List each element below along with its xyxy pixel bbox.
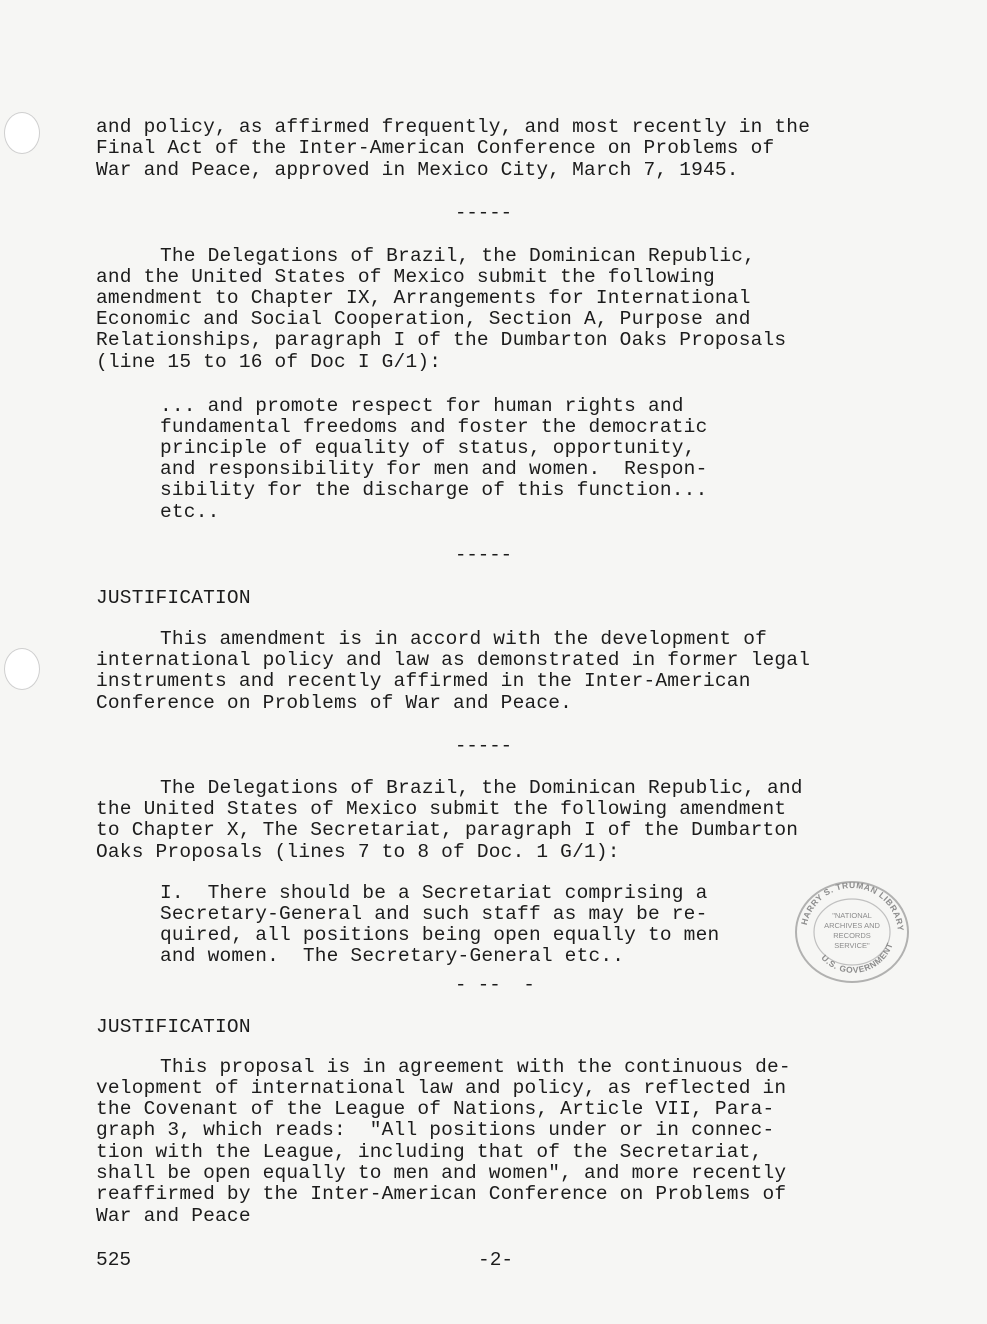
archive-stamp-seal: [790, 878, 914, 986]
text-line: The Delegations of Brazil, the Dominican Republic, and: [160, 777, 803, 799]
text-line: Secretary-General and such staff as may be re-: [160, 903, 708, 925]
section-separator: -----: [455, 735, 513, 757]
svg-text:HARRY S. TRUMAN LIBRARY: HARRY S. TRUMAN LIBRARY: [798, 879, 906, 932]
text-line: the United States of Mexico submit the following amendment: [96, 798, 787, 820]
text-line: The Delegations of Brazil, the Dominican Republic,: [160, 245, 756, 267]
text-line: international policy and law as demonstrated in former legal: [96, 649, 811, 671]
text-line: fundamental freedoms and foster the democratic: [160, 416, 708, 438]
text-line: ... and promote respect for human rights and: [160, 395, 684, 417]
text-line: (line 15 to 16 of Doc I G/1):: [96, 351, 442, 373]
binder-hole: [4, 112, 40, 154]
svg-text:RECORDS: RECORDS: [833, 931, 871, 940]
text-line: Final Act of the Inter-American Conference on Problems of: [96, 137, 775, 159]
text-line: amendment to Chapter IX, Arrangements for International: [96, 287, 751, 309]
text-line: Oaks Proposals (lines 7 to 8 of Doc. 1 G/1):: [96, 841, 620, 863]
text-line: Economic and Social Cooperation, Section A, Purpose and: [96, 308, 751, 330]
text-line: I. There should be a Secretariat comprising a: [160, 882, 708, 904]
svg-text:"NATIONAL: "NATIONAL: [832, 911, 872, 920]
text-line: War and Peace: [96, 1205, 251, 1227]
text-line: Conference on Problems of War and Peace.: [96, 692, 573, 714]
text-line: quired, all positions being open equally to men: [160, 924, 720, 946]
document-number: 525: [96, 1249, 132, 1271]
text-line: instruments and recently affirmed in the Inter-American: [96, 670, 751, 692]
text-line: and responsibility for men and women. Respon-: [160, 458, 708, 480]
text-line: velopment of international law and policy, as reflected in: [96, 1077, 787, 1099]
page-number: -2-: [478, 1249, 514, 1271]
text-line: This amendment is in accord with the development of: [160, 628, 767, 650]
justification-heading: JUSTIFICATION: [96, 1016, 251, 1038]
text-line: to Chapter X, The Secretariat, paragraph I of the Dumbarton: [96, 819, 799, 841]
section-separator: -----: [455, 544, 513, 566]
text-line: etc..: [160, 501, 220, 523]
text-line: and the United States of Mexico submit the following: [96, 266, 715, 288]
text-line: shall be open equally to men and women", and more recently: [96, 1162, 787, 1184]
text-line: sibility for the discharge of this function...: [160, 479, 708, 501]
text-line: graph 3, which reads: "All positions under or in connec-: [96, 1119, 775, 1141]
text-line: and policy, as affirmed frequently, and most recently in the: [96, 116, 811, 138]
text-line: the Covenant of the League of Nations, Article VII, Para-: [96, 1098, 775, 1120]
svg-text:SERVICE": SERVICE": [834, 941, 870, 950]
text-line: This proposal is in agreement with the continuous de-: [160, 1056, 791, 1078]
section-separator: -----: [455, 202, 513, 224]
text-line: reaffirmed by the Inter-American Conference on Problems of: [96, 1183, 787, 1205]
svg-text:U.S. GOVERNMENT: U.S. GOVERNMENT: [819, 940, 895, 976]
section-separator: - -- -: [455, 974, 535, 996]
text-line: tion with the League, including that of the Secretariat,: [96, 1141, 763, 1163]
justification-heading: JUSTIFICATION: [96, 587, 251, 609]
binder-hole: [4, 648, 40, 690]
text-line: principle of equality of status, opportunity,: [160, 437, 696, 459]
svg-text:ARCHIVES AND: ARCHIVES AND: [824, 921, 880, 930]
text-line: and women. The Secretary-General etc..: [160, 945, 625, 967]
text-line: War and Peace, approved in Mexico City, March 7, 1945.: [96, 159, 739, 181]
text-line: Relationships, paragraph I of the Dumbarton Oaks Proposals: [96, 329, 787, 351]
